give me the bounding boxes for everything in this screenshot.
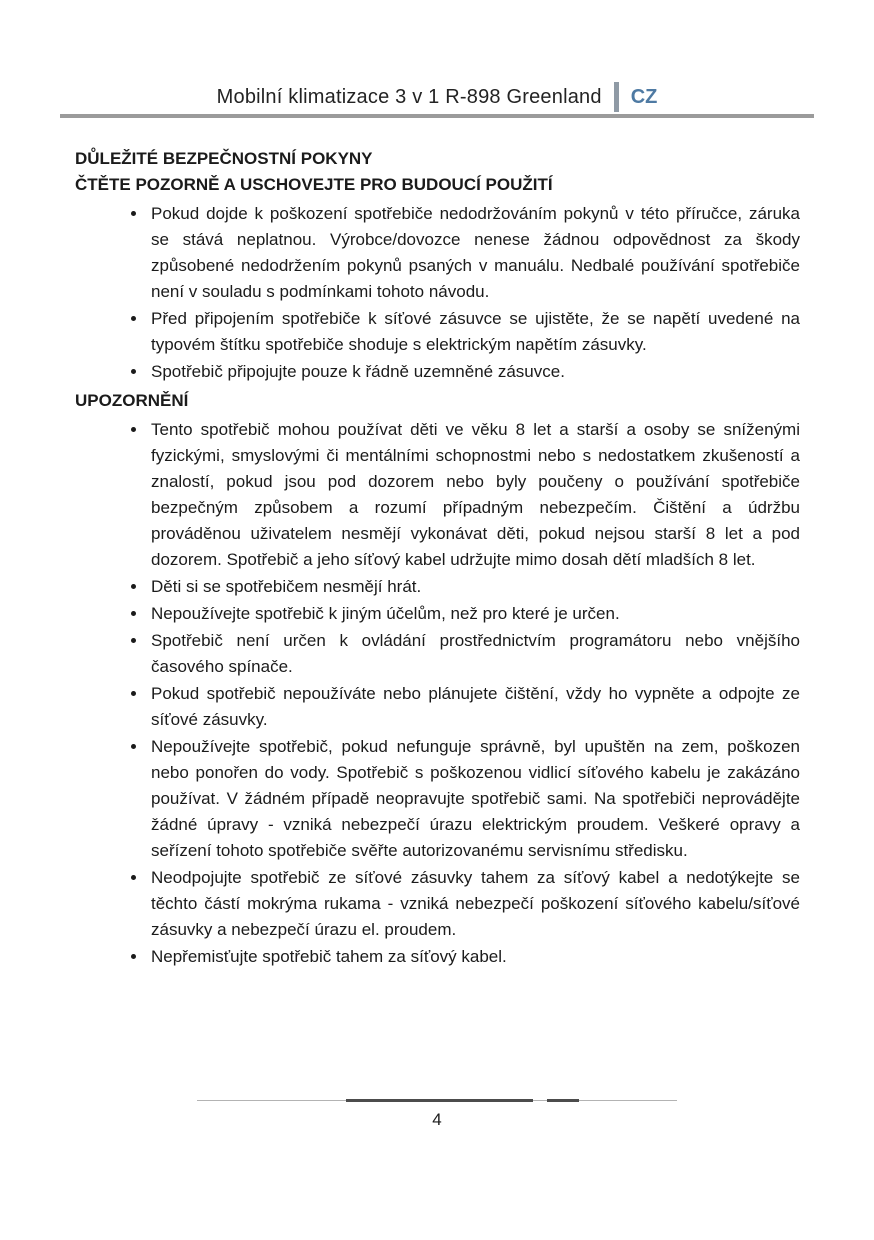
page-number: 4 <box>432 1110 442 1129</box>
document-title: Mobilní klimatizace 3 v 1 R-898 Greenland <box>216 85 602 108</box>
bullet-item: • Nepoužívejte spotřebič, pokud nefunguje správně, byl upuštěn na zem, poškozen nebo ponořen do vody. Spotřebič s poškozenou vidlicí síťového kabelu je zakázáno používat. V žádném případě neopravujte spotřebič sami. Na spotřebiči neprovádějte žádné úpravy - vzniká nebezpečí úrazu elektrickým proudem. Veškeré opravy a seřízení tohoto spotřebiče svěřte autorizovanému servisnímu středisku. <box>148 734 800 864</box>
language-divider-bar <box>614 82 619 112</box>
page-content <box>75 146 800 973</box>
heading-warning: UPOZORNĚNÍ <box>75 391 189 410</box>
bullet-item: • Neodpojujte spotřebič ze síťové zásuvky tahem za síťový kabel a nedotýkejte se těchto částí mokrýma rukama - vzniká nebezpečí poškození síťového kabelu/síťové zásuvky a nebezpečí úrazu el. proudem. <box>148 865 800 943</box>
bullet-item: • Tento spotřebič mohou používat děti ve věku 8 let a starší a osoby se sníženými fyzickými, smyslovými či mentálními schopnostmi nebo s nedostatkem zkušeností a znalostí, pokud jsou pod dozorem nebo byly poučeny o používání spotřebiče bezpečným způsobem a rozumí případným nebezpečím. Čištění a údržbu prováděnou uživatelem nesmějí vykonávat děti, pokud nejsou starší 8 let a pod dozorem. Spotřebič a jeho síťový kabel udržujte mimo dosah dětí mladších 8 let. <box>148 417 800 573</box>
safety-bullet-list <box>75 201 800 385</box>
footer-rule-dark-right <box>547 1099 579 1102</box>
bullet-item: • Pokud spotřebič nepoužíváte nebo plánujete čištění, vždy ho vypněte a odpojte ze síťové zásuvky. <box>148 681 800 733</box>
language-badge: CZ <box>630 85 658 108</box>
footer-rule-dark-left <box>346 1099 533 1102</box>
warning-bullet-list <box>75 417 800 970</box>
footer-rule-lines <box>197 1098 677 1102</box>
page-header <box>0 82 874 112</box>
header-rule-line <box>60 114 814 118</box>
page-footer <box>0 1098 874 1130</box>
bullet-item: • Před připojením spotřebiče k síťové zásuvce se ujistěte, že se napětí uvedené na typovém štítku spotřebiče shoduje s elektrickým napětím zásuvky. <box>148 306 800 358</box>
heading-important-safety: DŮLEŽITÉ BEZPEČNOSTNÍ POKYNY <box>75 149 373 168</box>
bullet-item: • Spotřebič není určen k ovládání prostřednictvím programátoru nebo vnějšího časového spínače. <box>148 628 800 680</box>
bullet-item: • Děti si se spotřebičem nesmějí hrát. <box>148 574 800 600</box>
bullet-item: • Nepoužívejte spotřebič k jiným účelům, než pro které je určen. <box>148 601 800 627</box>
bullet-item: • Pokud dojde k poškození spotřebiče nedodržováním pokynů v této příručce, záruka se stává neplatnou. Výrobce/dovozce nenese žádnou odpovědnost za škody způsobené nedodržením pokynů psaných v manuálu. Nedbalé používání spotřebiče není v souladu s podmínkami tohoto návodu. <box>148 201 800 305</box>
bullet-item: • Nepřemisťujte spotřebič tahem za síťový kabel. <box>148 944 800 970</box>
bullet-item: • Spotřebič připojujte pouze k řádně uzemněné zásuvce. <box>148 359 800 385</box>
heading-read-carefully: ČTĚTE POZORNĚ A USCHOVEJTE PRO BUDOUCÍ POUŽITÍ <box>75 175 553 194</box>
